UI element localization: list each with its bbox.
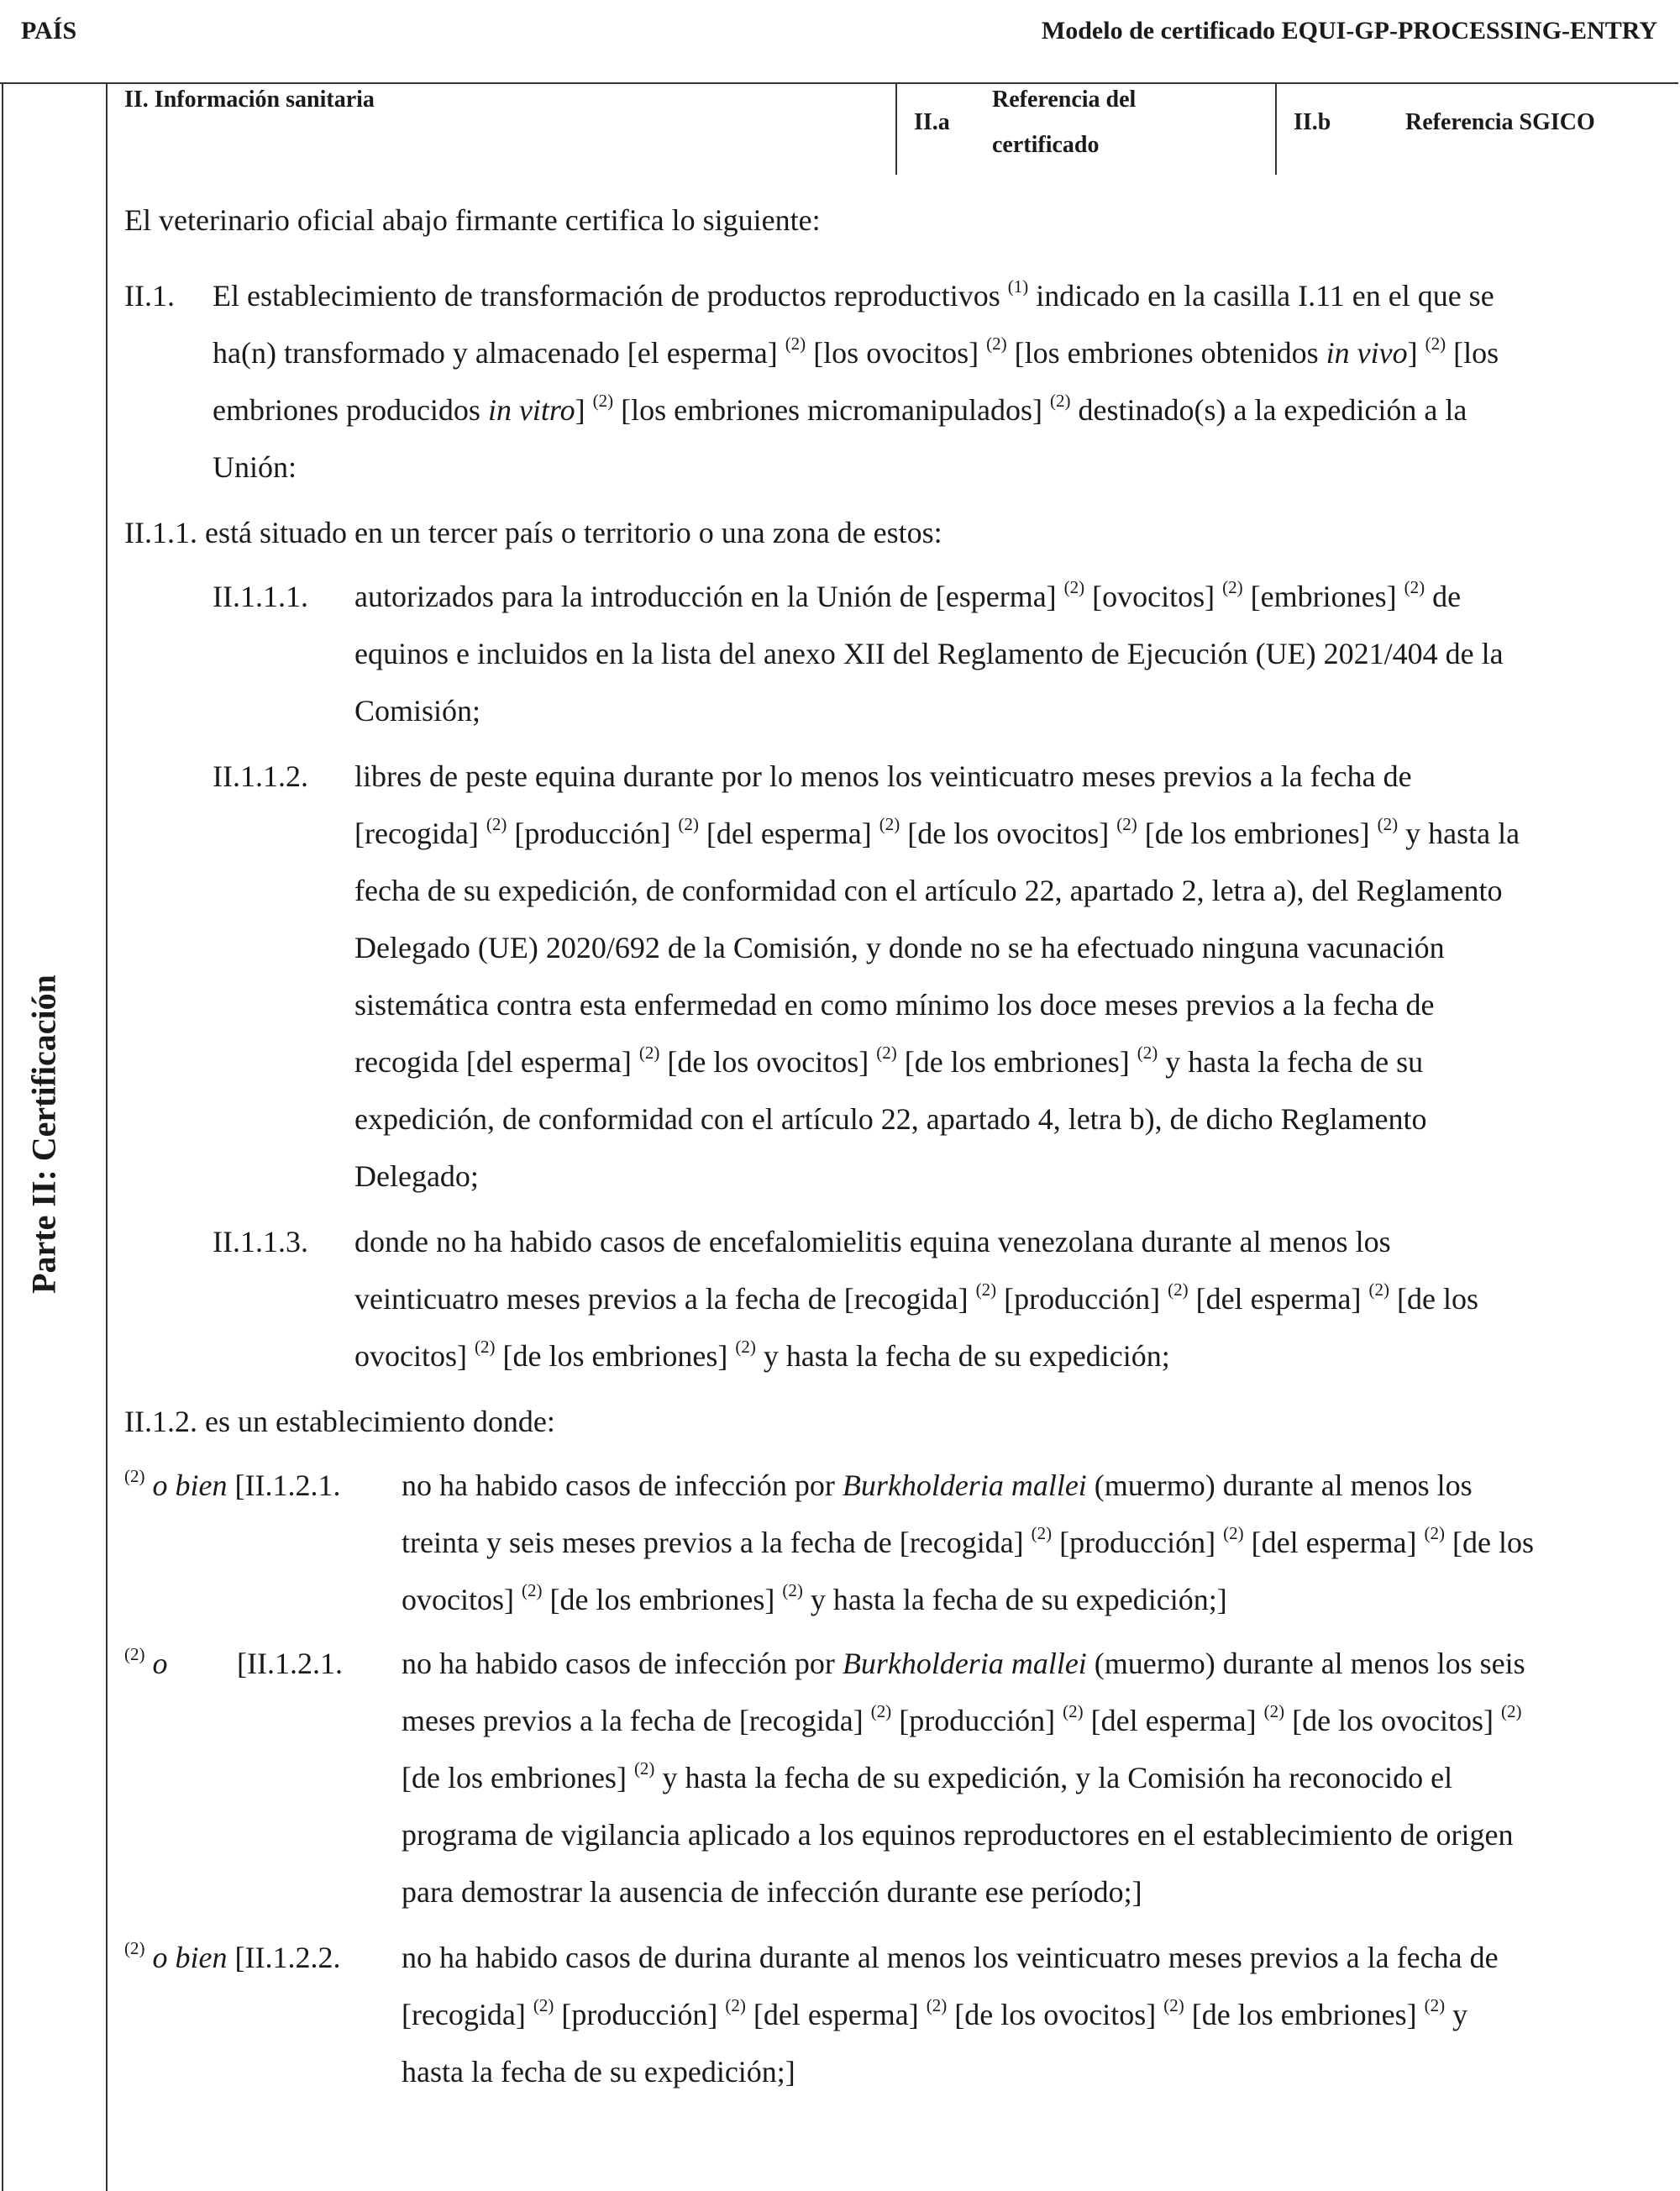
option-marker [124,1635,168,1692]
clause-number: II.1.1.2. [213,759,308,793]
text-segment: in vitro [487,393,575,427]
text-segment: [del esperma] [1090,1704,1257,1737]
footnote-reference: (2) [474,1337,496,1357]
footnote-reference: (2) [124,1644,145,1664]
footnote-reference: (2) [879,814,900,834]
footnote-reference: (2) [986,334,1007,354]
text-segment: [los [1453,336,1499,370]
text-segment: [del esperma] [706,817,872,850]
option-1-line [402,1514,1534,1571]
clause-ii1-line: Unión: [213,450,297,484]
footnote-reference: (2) [1168,1279,1189,1300]
text-segment: Burkholderia mallei [842,1647,1087,1680]
footnote-reference: (2) [1424,1995,1446,2015]
footnote-reference: (2) [124,1938,145,1958]
option-1-line [402,1571,1227,1628]
text-segment: (muermo) durante al menos los [1094,1469,1473,1502]
text-segment: o bien [152,1941,228,1974]
text-segment: no ha habido casos de infección por [402,1647,835,1680]
text-segment: indicado en la casilla I.11 en el que se [1036,279,1494,313]
footnote-reference: (2) [975,1279,997,1300]
clause-ii112-line: Delegado; [354,1159,479,1193]
footnote-reference: (1) [1007,276,1029,297]
clause-ii112-line: fecha de su expedición, de conformidad con el artículo 22, apartado 2, letra a), del Reglamento [354,874,1503,907]
footnote-reference: (2) [1501,1701,1522,1721]
text-segment: (muermo) durante al menos los seis [1094,1647,1525,1680]
clause-ii112-line: libres de peste equina durante por lo menos los veinticuatro meses previos a la fecha de [354,759,1412,793]
clause-ii11: II.1.1. está situado en un tercer país o territorio o una zona de estos: [124,516,942,549]
ref-a-code: II.a [914,109,950,135]
text-segment: treinta y seis meses previos a la fecha de [recogida] [402,1526,1024,1559]
text-segment: ovocitos] [354,1339,467,1373]
option-2-line [402,1635,1525,1692]
clause-ii12: II.1.2. es un establecimiento donde: [124,1405,555,1438]
text-segment: meses previos a la fecha de [recogida] [402,1704,864,1737]
text-segment: [producción] [514,817,671,850]
clause-ii1-line: ha(n) transformado y almacenado [el esperma] $^{(2)}$ [los ovocitos] $^{(2)}$ [los embriones obtenidos in vivo] $^{(2)}$ [los [213,334,1499,370]
footnote-reference: (2) [1368,1279,1389,1300]
ref-a-label: Referencia del [992,87,1137,113]
country-label: PAÍS [21,17,77,45]
footnote-reference: (2) [782,1580,803,1600]
certificate-model: Modelo de certificado EQUI-GP-PROCESSING-ENTRY [1041,17,1657,45]
text-segment: embriones producidos [213,393,480,427]
option-3-line: hasta la fecha de su expedición;] [402,2055,795,2089]
text-segment: [de los embriones] [1144,817,1370,850]
option-2-line [402,1749,1452,1806]
footnote-reference: (2) [124,1466,145,1486]
intro-text: El veterinario oficial abajo firmante certifica lo siguiente: [124,203,821,237]
text-segment: ovocitos] [402,1583,514,1616]
footnote-reference: (2) [1222,577,1243,597]
footnote-reference: (2) [926,1995,948,2015]
ref-b-label: Referencia SGICO [1405,109,1595,135]
clause-ii1-line [213,267,1494,324]
text-segment: El establecimiento de transformación de productos reproductivos [213,279,1000,313]
footnote-reference: (2) [870,1701,892,1721]
clause-ii113-line [354,1327,1170,1384]
option-marker [124,1929,340,1986]
text-segment: [II.1.2.2. [234,1941,341,1974]
footnote-reference: (2) [1137,1043,1158,1063]
text-segment: y hasta la fecha de su expedición;] [810,1583,1227,1616]
option-1-line [402,1457,1473,1514]
text-segment: [del esperma] [1195,1282,1362,1316]
footnote-reference: (2) [785,334,806,354]
text-segment: [de los ovocitos] [1292,1704,1494,1737]
clause-ii111-line: Comisión; [354,694,481,728]
footnote-reference: (2) [678,814,699,834]
text-segment: no ha habido casos de infección por [402,1469,835,1502]
text-segment: [producción] [899,1704,1056,1737]
footnote-reference: (2) [1063,577,1085,597]
text-segment: y hasta la fecha de su expedición; [763,1339,1170,1373]
text-segment: [de los embriones] [402,1761,627,1794]
footnote-reference: (2) [1050,391,1071,411]
clause-number: [II.1.2.1. [237,1647,343,1680]
text-segment: [los embriones obtenidos [1014,336,1319,370]
text-segment: y hasta la fecha de su [1165,1045,1424,1079]
header-separator [1275,82,1277,175]
text-segment: o [152,1647,168,1680]
clause-ii112-line [354,805,1520,862]
footnote-reference: (2) [633,1758,655,1779]
frame-top-border [0,82,1678,84]
text-segment: [de los embriones] [502,1339,728,1373]
clause-ii112-line: sistemática contra esta enfermedad en como mínimo los doce meses previos a la fecha de [354,988,1435,1022]
text-segment: [los embriones micromanipulados] [621,393,1042,427]
text-segment: y hasta la fecha de su expedición, y la Comisión ha reconocido el [662,1761,1453,1794]
text-segment: veinticuatro meses previos a la fecha de [recogida] [354,1282,969,1316]
text-segment: [los ovocitos] [813,336,979,370]
footnote-reference: (2) [1404,577,1425,597]
text-segment: [de los ovocitos] [954,1998,1157,2031]
text-segment: [recogida] [354,817,479,850]
text-segment: Burkholderia mallei [842,1469,1087,1502]
text-segment: in vivo [1326,336,1408,370]
text-segment: [de los ovocitos] [667,1045,869,1079]
text-segment: de [1432,580,1462,613]
clause-ii111-line: equinos e incluidos en la lista del anexo XII del Reglamento de Ejecución (UE) 2021/404 de la [354,637,1504,670]
option-3-line: no ha habido casos de durina durante al menos los veinticuatro meses previos a la fecha de [402,1941,1499,1974]
footnote-reference: (2) [1263,1701,1285,1721]
footnote-reference: (2) [533,1995,554,2015]
footnote-reference: (2) [1063,1701,1084,1721]
footnote-reference: (2) [725,1995,746,2015]
footnote-reference: (2) [1031,1523,1053,1543]
side-part-label: Parte II: Certificación [24,975,63,1294]
text-segment: ha(n) transformado y almacenado [el esperma] [213,336,778,370]
footnote-reference: (2) [735,1337,756,1357]
clause-number: II.1.1.3. [213,1225,308,1258]
clause-number: II.1.1.1. [213,580,308,613]
clause-ii112-line: expedición, de conformidad con el artículo 22, apartado 4, letra b), de dicho Reglamento [354,1102,1427,1136]
frame-left-border [2,82,3,2191]
footnote-reference: (2) [1223,1523,1244,1543]
text-segment: [de los embriones] [549,1583,775,1616]
clause-ii111-line [354,568,1461,625]
option-2-line: programa de vigilancia aplicado a los equinos reproductores en el establecimiento de origen [402,1818,1514,1852]
text-segment: [de los embriones] [1191,1998,1417,2031]
footnote-reference: (2) [638,1043,660,1063]
text-segment: y hasta la [1405,817,1520,850]
clause-number: II.1. [124,279,175,313]
ref-b-code: II.b [1294,109,1331,135]
text-segment: destinado(s) a la expedición a la [1078,393,1467,427]
footnote-reference: (2) [876,1043,897,1063]
text-segment: [de los [1397,1282,1478,1316]
text-segment: recogida [del esperma] [354,1045,632,1079]
footnote-reference: (2) [1424,1523,1446,1543]
footnote-reference: (2) [521,1580,543,1600]
frame-inner-border [106,82,108,2191]
text-segment: [embriones] [1250,580,1397,613]
text-segment: [de los [1452,1526,1534,1559]
text-segment: [producción] [1059,1526,1216,1559]
footnote-reference: (2) [1163,1995,1184,2015]
option-2-line: para demostrar la ausencia de infección durante ese período;] [402,1875,1142,1909]
footnote-reference: (2) [592,391,614,411]
text-segment: [producción] [561,1998,718,2031]
text-segment: [ovocitos] [1092,580,1215,613]
text-segment: autorizados para la introducción en la Unión de [esperma] [354,580,1057,613]
text-segment: [de los ovocitos] [907,817,1110,850]
text-segment: o bien [152,1469,228,1502]
text-segment: [recogida] [402,1998,526,2031]
option-2-line [402,1692,1522,1749]
text-segment: [del esperma] [753,1998,919,2031]
footnote-reference: (2) [486,814,507,834]
text-segment: [II.1.2.1. [234,1469,341,1502]
footnote-reference: (2) [1425,334,1446,354]
option-marker [124,1457,340,1514]
clause-ii113-line: donde no ha habido casos de encefalomielitis equina venezolana durante al menos los [354,1225,1391,1258]
clause-ii113-line [354,1270,1478,1327]
footnote-reference: (2) [1116,814,1137,834]
section-title: II. Información sanitaria [124,87,375,113]
clause-ii1-line: embriones producidos in vitro] $^{(2)}$ [los embriones micromanipulados] $^{(2)}$ destinado(s) a la expedición a la [213,391,1467,427]
text-segment: y [1452,1998,1468,2031]
text-segment: [de los embriones] [904,1045,1130,1079]
text-segment: [producción] [1004,1282,1161,1316]
text-segment: [del esperma] [1251,1526,1417,1559]
clause-ii112-line: Delegado (UE) 2020/692 de la Comisión, y donde no se ha efectuado ninguna vacunación [354,931,1445,964]
clause-ii112-line [354,1033,1423,1090]
ref-a-label-cont: certificado [992,132,1100,158]
option-3-line [402,1986,1467,2043]
header-separator [895,82,897,175]
footnote-reference: (2) [1377,814,1399,834]
